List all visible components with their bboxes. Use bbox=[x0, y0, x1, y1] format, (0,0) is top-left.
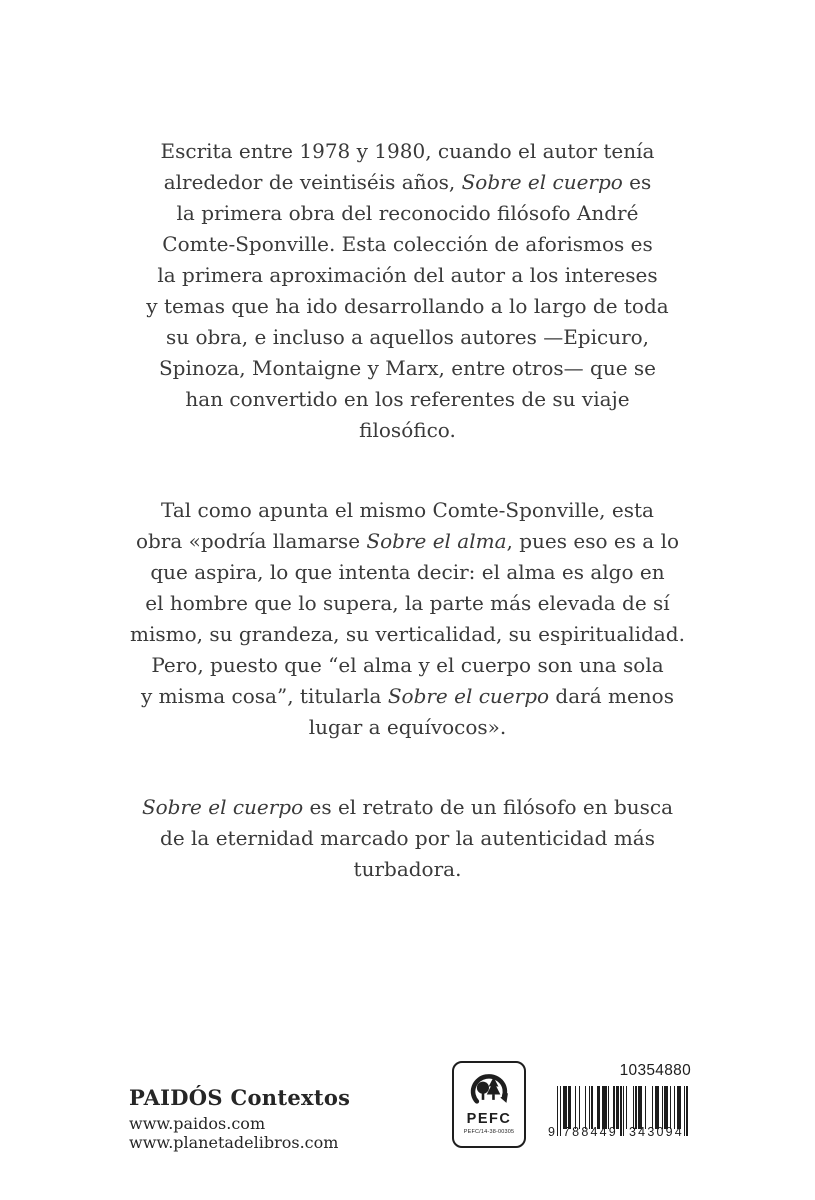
text-line bbox=[0, 619, 815, 650]
text-line bbox=[0, 681, 815, 712]
paragraph-1 bbox=[0, 136, 815, 446]
barcode-block bbox=[548, 1062, 694, 1139]
text-line bbox=[0, 650, 815, 681]
text-line bbox=[0, 291, 815, 322]
text-segment: han convertido en los referentes de su viaje bbox=[185, 387, 630, 411]
text-line bbox=[0, 823, 815, 854]
text-segment: que aspira, lo que intenta decir: el alma es algo en bbox=[150, 560, 665, 584]
text-line bbox=[0, 854, 815, 885]
pefc-certification-badge bbox=[452, 1061, 526, 1148]
text-segment: y misma cosa”, titularla bbox=[141, 684, 388, 708]
pefc-cert-number: PEFC/14-38-00305 bbox=[463, 1129, 515, 1135]
text-segment: su obra, e incluso a aquellos autores —Epicuro, bbox=[165, 325, 650, 349]
text-line bbox=[0, 198, 815, 229]
text-segment: es el retrato de un filósofo en busca bbox=[303, 795, 674, 819]
text-segment: turbadora. bbox=[353, 857, 462, 881]
text-line bbox=[0, 588, 815, 619]
text-segment: Tal como apunta el mismo Comte-Sponville, esta bbox=[161, 498, 654, 522]
text-segment: filosófico. bbox=[359, 418, 456, 442]
paragraph-3 bbox=[0, 792, 815, 885]
publisher-urls bbox=[129, 1115, 350, 1152]
book-title-italic: Sobre el cuerpo bbox=[387, 684, 550, 708]
pefc-trees-recycle-icon bbox=[466, 1068, 512, 1112]
text-line bbox=[0, 136, 815, 167]
synopsis-text bbox=[0, 136, 815, 934]
book-title-italic: Sobre el cuerpo bbox=[461, 170, 623, 194]
text-segment: la primera obra del reconocido filósofo André bbox=[176, 201, 639, 225]
text-line bbox=[0, 167, 815, 198]
text-segment: obra «podría llamarse bbox=[135, 529, 367, 553]
text-line bbox=[0, 526, 815, 557]
text-line bbox=[0, 557, 815, 588]
text-line bbox=[0, 353, 815, 384]
publisher-url-paidos: www.paidos.com bbox=[129, 1114, 266, 1133]
paragraph-2 bbox=[0, 495, 815, 743]
publisher-block bbox=[129, 1085, 350, 1152]
book-title-italic: Sobre el cuerpo bbox=[141, 795, 304, 819]
text-segment: Pero, puesto que “el alma y el cuerpo son una sola bbox=[151, 653, 664, 677]
pefc-label: PEFC bbox=[466, 1111, 512, 1127]
publisher-logo-text: PAIDÓS Contextos bbox=[129, 1085, 351, 1110]
isbn-digit-group1: 788449 bbox=[563, 1125, 618, 1139]
text-segment: el hombre que lo supera, la parte más elevada de sí bbox=[145, 591, 670, 615]
text-segment: es bbox=[622, 170, 652, 194]
publisher-url-planetadelibros: www.planetadelibros.com bbox=[129, 1132, 339, 1152]
text-line bbox=[0, 260, 815, 291]
text-segment: dará menos bbox=[549, 684, 674, 708]
text-segment: Spinoza, Montaigne y Marx, entre otros— que se bbox=[158, 356, 657, 380]
text-segment: mismo, su grandeza, su verticalidad, su espiritualidad. bbox=[130, 622, 685, 646]
barcode-bar bbox=[686, 1086, 687, 1136]
text-segment: Comte-Sponville. Esta colección de aforismos es bbox=[162, 232, 653, 256]
text-segment: la primera aproximación del autor a los intereses bbox=[157, 263, 658, 287]
text-line bbox=[0, 229, 815, 260]
text-line bbox=[0, 792, 815, 823]
isbn-digit-prefix: 9 bbox=[548, 1125, 555, 1139]
text-segment: y temas que ha ido desarrollando a lo largo de toda bbox=[146, 294, 669, 318]
text-line bbox=[0, 322, 815, 353]
text-segment: , pues eso es a lo bbox=[506, 529, 680, 553]
book-title-italic: Sobre el alma bbox=[366, 529, 507, 553]
isbn-digit-group2: 343094 bbox=[629, 1125, 684, 1139]
text-segment: lugar a equívocos». bbox=[308, 715, 507, 739]
text-segment: de la eternidad marcado por la autenticidad más bbox=[160, 826, 655, 850]
text-line bbox=[0, 415, 815, 446]
text-line bbox=[0, 495, 815, 526]
text-segment: alrededor de veintiséis años, bbox=[163, 170, 462, 194]
order-code: 10354880 bbox=[619, 1062, 691, 1079]
text-line bbox=[0, 384, 815, 415]
text-line bbox=[0, 712, 815, 743]
text-segment: Escrita entre 1978 y 1980, cuando el autor tenía bbox=[160, 139, 655, 163]
